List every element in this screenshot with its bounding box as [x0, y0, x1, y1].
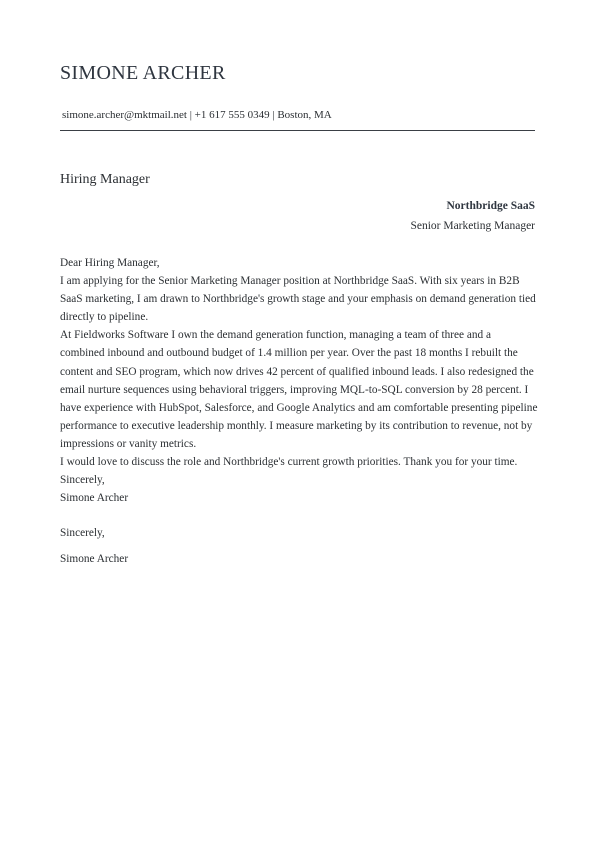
footer-signoff	[60, 527, 128, 565]
contact-line: simone.archer@mktmail.net | +1 617 555 0349 | Boston, MA	[62, 109, 332, 121]
signature-line: Simone Archer	[60, 492, 129, 505]
footer-closing: Sincerely,	[60, 527, 105, 539]
letter-body	[60, 254, 538, 507]
company-name: Northbridge SaaS	[446, 200, 535, 212]
salutation: Dear Hiring Manager,	[60, 257, 160, 269]
paragraph-experience: At Fieldworks Software I own the demand generation function, managing a team of three and a combined inbound and outbound budget of 1.4 million per year. Over the past 18 months I rebuilt the content and SEO program, which now drives 42 percent of qualified inbound leads. I also redesigned the email nurture sequences using behavioral triggers, improving MQL-to-SQL conversion by 28 percent. I have experience with HubSpot, Salesforce, and Google Analytics and am comfortable presenting pipeline performance to executive leadership monthly. I measure marketing by its contribution to revenue, not by impressions or vanity metrics.	[60, 329, 538, 450]
paragraph-closing: I would love to discuss the role and Northbridge's current growth priorities. Thank you for your time.	[60, 456, 518, 469]
footer-signature: Simone Archer	[60, 553, 129, 565]
closing-line: Sincerely,	[60, 474, 105, 487]
position-title: Senior Marketing Manager	[410, 220, 535, 232]
applicant-name: SIMONE ARCHER	[60, 62, 226, 84]
header-divider	[60, 130, 535, 131]
recipient-label: Hiring Manager	[60, 172, 150, 187]
paragraph-intro: I am applying for the Senior Marketing Manager position at Northbridge SaaS. With six years in B2B SaaS marketing, I am drawn to Northbridge's growth stage and your emphasis on demand generation tied directly to pipeline.	[60, 275, 536, 324]
